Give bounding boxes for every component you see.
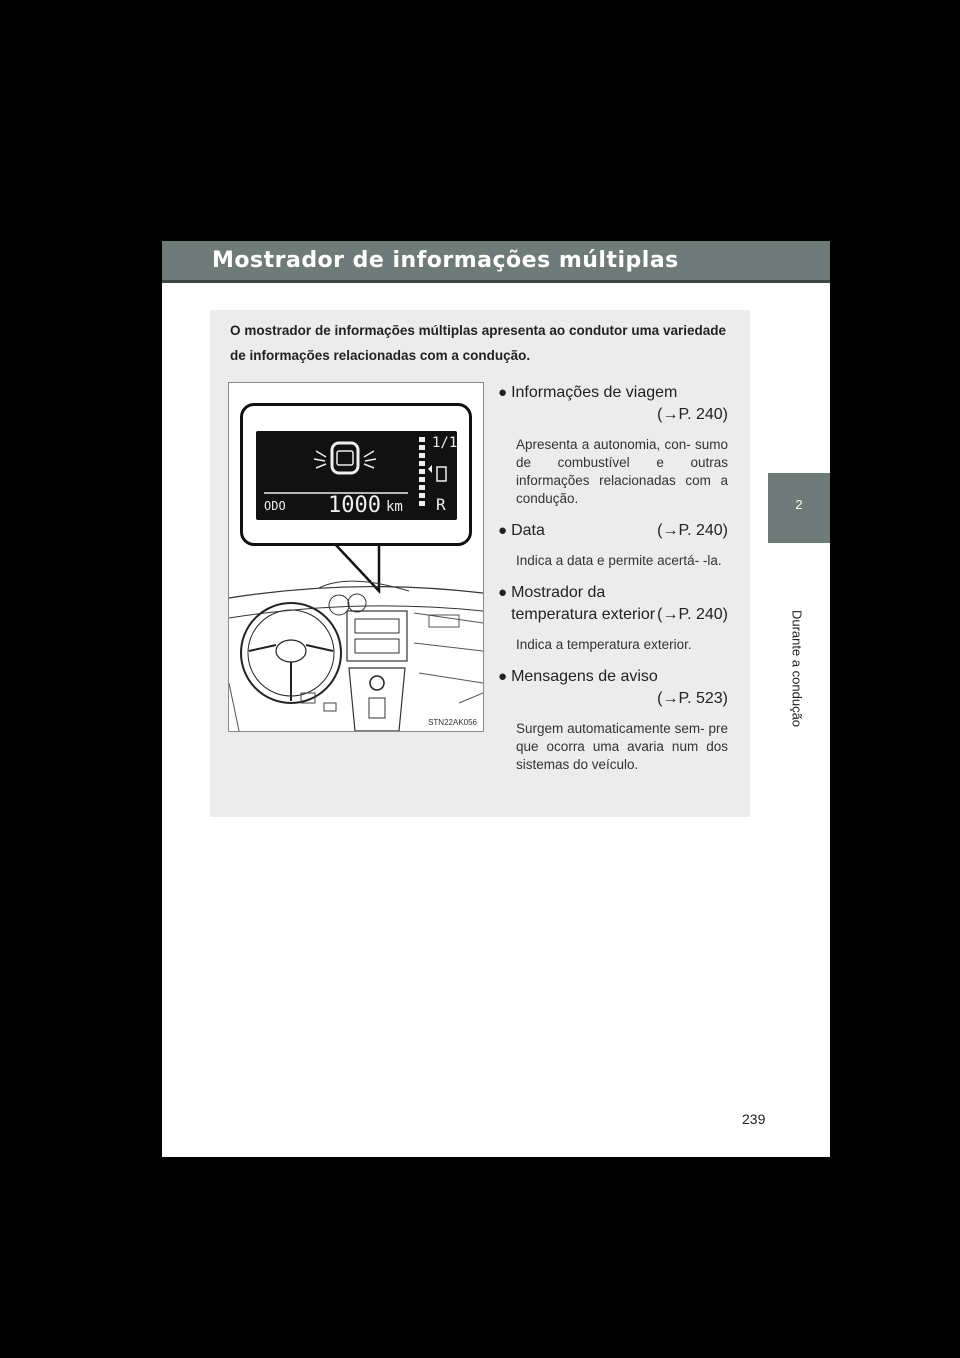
list-item	[498, 582, 728, 654]
chapter-number: 2	[795, 497, 803, 512]
intro-text: O mostrador de informações múltiplas apresenta ao condutor uma variedade de informações relacionadas com a condução.	[230, 323, 726, 363]
page-title: Mostrador de informações múltiplas	[212, 248, 679, 273]
figure-code: STN22AK056	[428, 718, 477, 727]
item-description: Surgem automaticamente sem- pre que ocorra uma avaria num dos sistemas do veículo.	[516, 721, 728, 772]
info-panel	[210, 310, 750, 817]
bullet-icon: ●	[498, 384, 508, 401]
page-reference: (→P. 240)	[657, 522, 728, 539]
list-item	[498, 520, 728, 570]
odo-value: 1000	[328, 493, 381, 518]
title-bar	[162, 241, 830, 283]
manual-page	[162, 241, 830, 1157]
item-label: Informações de viagem	[511, 384, 678, 401]
item-description: Indica a data e permite acertá- -la.	[516, 553, 722, 568]
odo-unit: km	[386, 499, 403, 515]
page-reference: (→P. 523)	[657, 690, 728, 707]
item-label: Mensagens de aviso	[511, 668, 658, 685]
chapter-label: Durante a condução	[789, 609, 805, 728]
item-label: Data	[511, 522, 545, 539]
chapter-tab	[768, 473, 830, 543]
item-label: Mostrador da temperatura exterior	[511, 584, 656, 623]
odo-label: ODO	[264, 499, 286, 513]
item-description: Indica a temperatura exterior.	[516, 637, 692, 652]
item-description: Apresenta a autonomia, con- sumo de combustível e outras informações relacionadas com a condução.	[516, 437, 728, 506]
bullet-icon: ●	[498, 522, 508, 539]
fuel-full-label: 1/1	[432, 435, 458, 451]
page-reference: (→P. 240)	[657, 406, 728, 423]
list-item	[498, 382, 728, 508]
dashboard-illustration	[228, 382, 484, 732]
bullet-icon: ●	[498, 668, 508, 685]
display-callout	[240, 403, 472, 546]
page-number: 239	[742, 1111, 766, 1127]
item-list	[498, 382, 728, 786]
bullet-icon: ●	[498, 584, 508, 601]
list-item	[498, 666, 728, 774]
gear-indicator: R	[436, 495, 446, 514]
page-reference: (→P. 240)	[657, 606, 728, 623]
multi-info-display	[256, 431, 457, 520]
